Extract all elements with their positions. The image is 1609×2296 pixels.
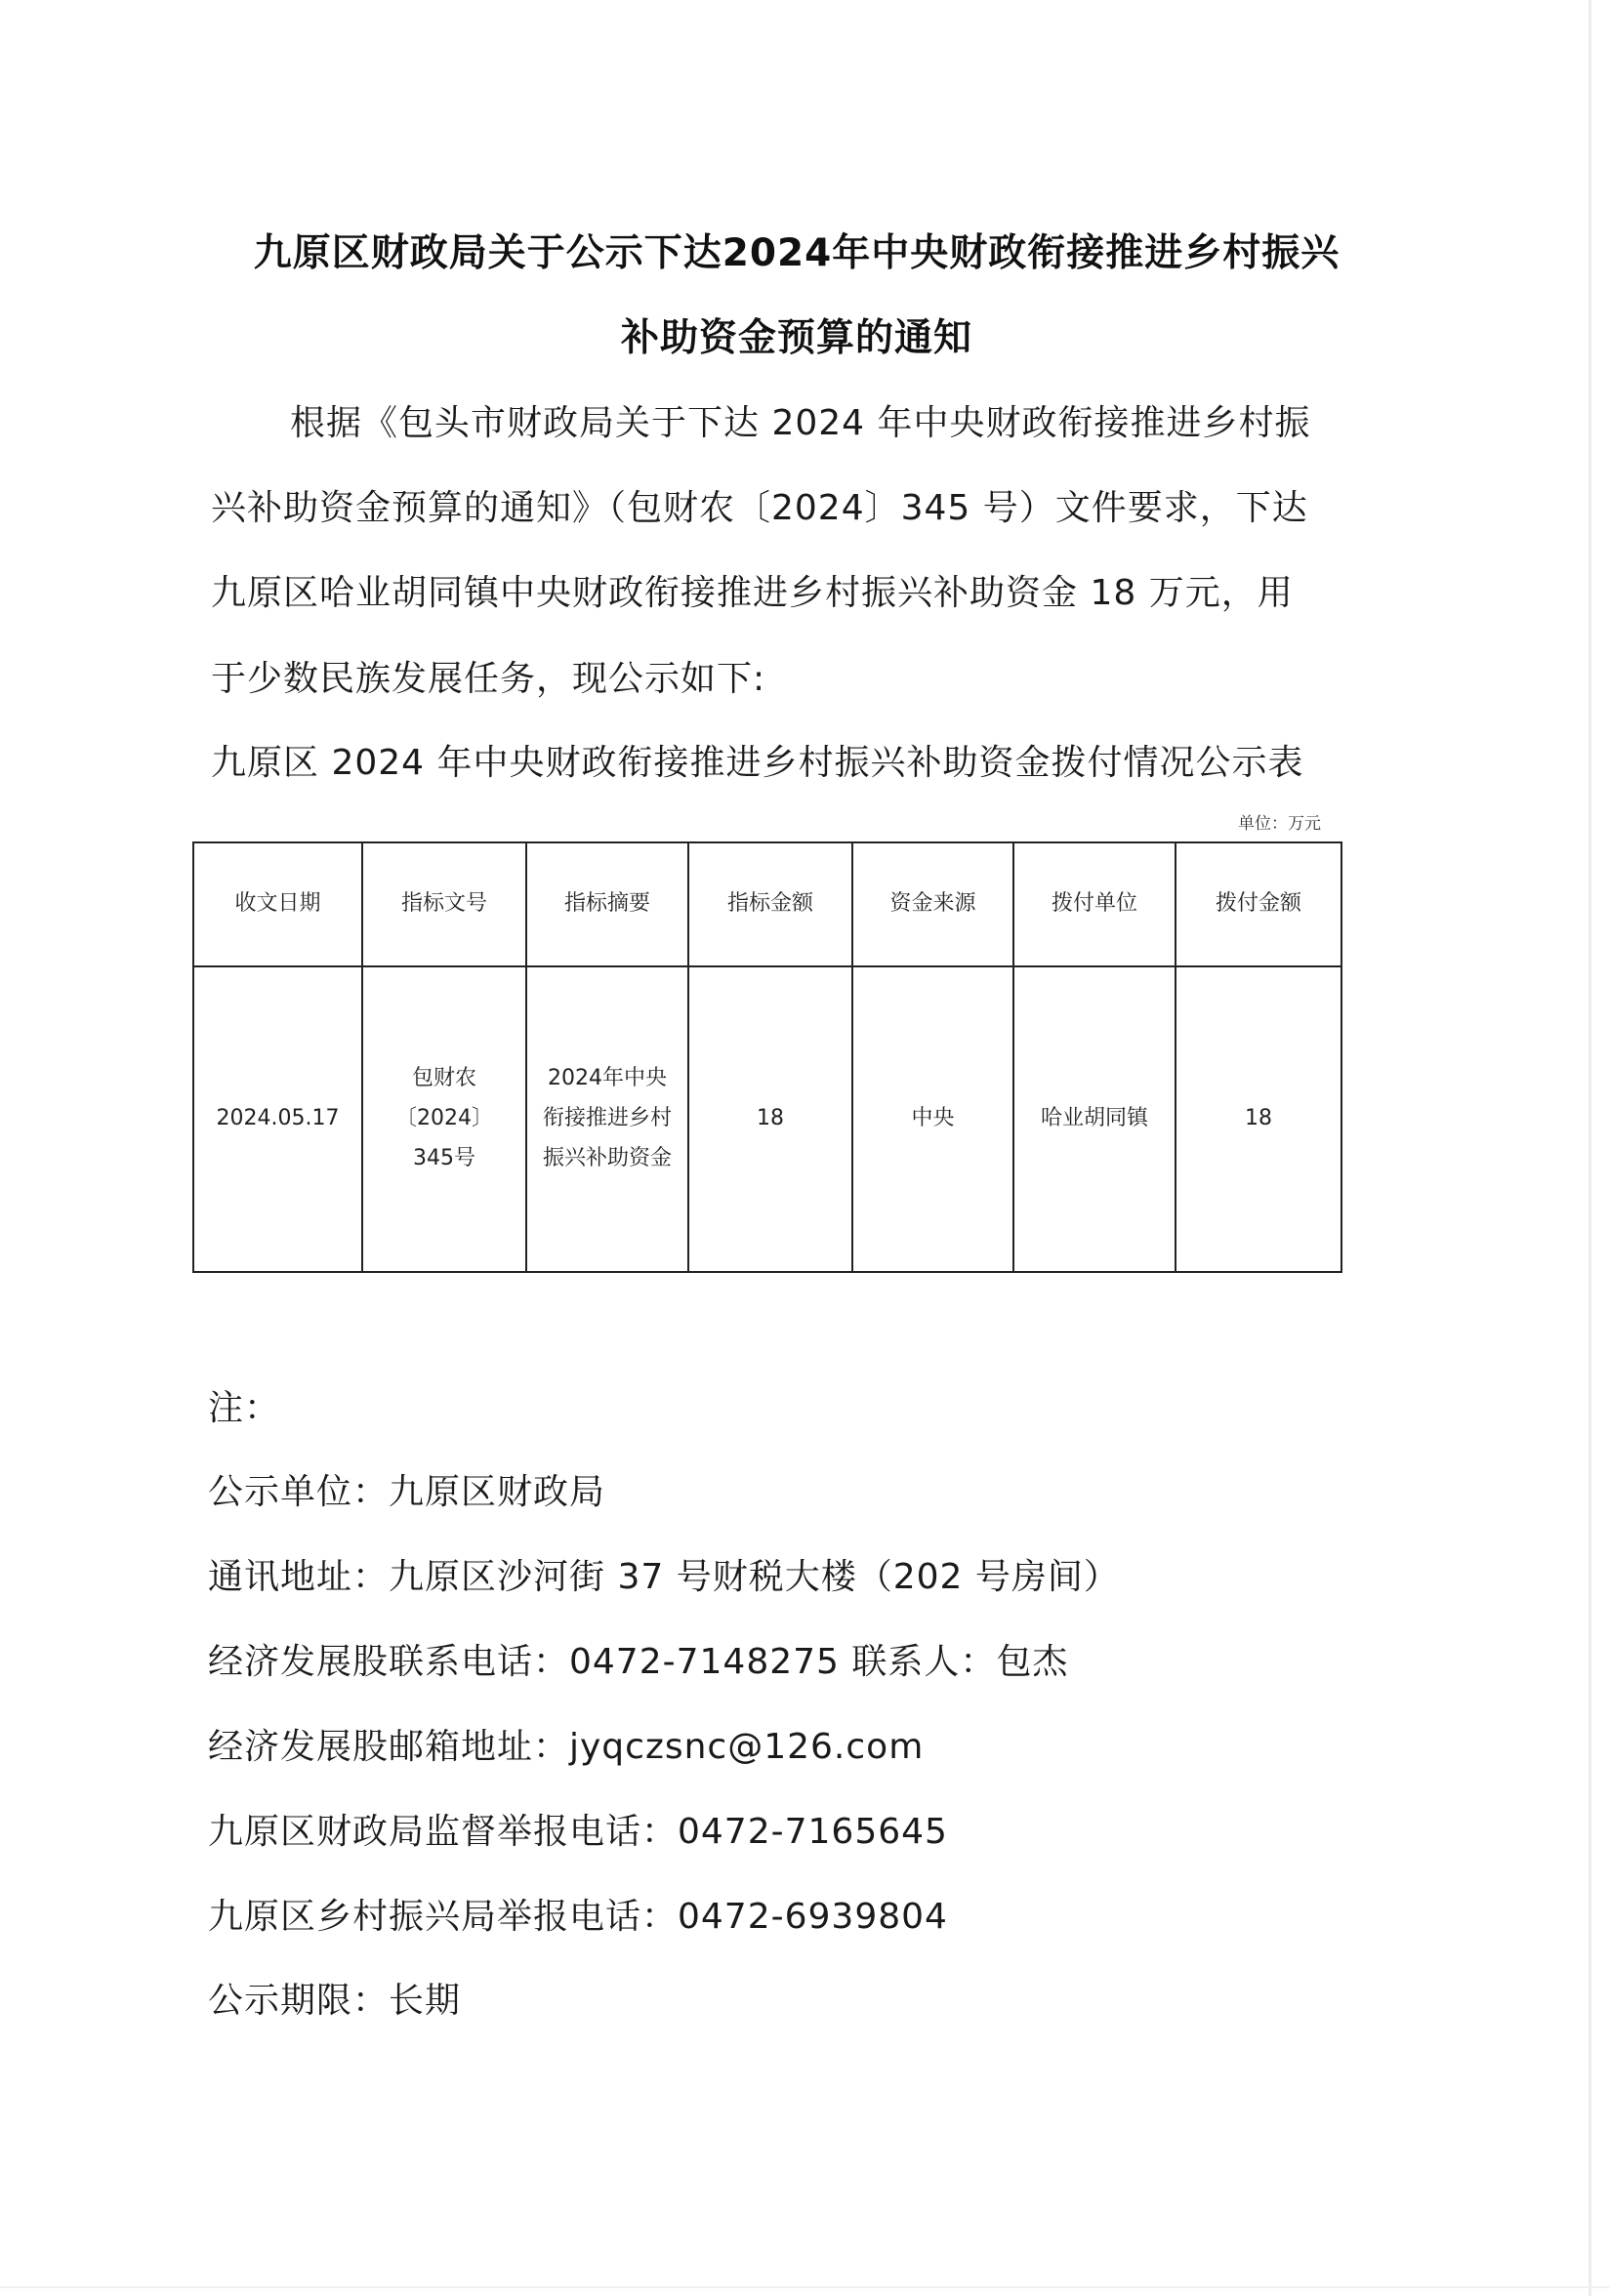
header-amount: 指标金额: [688, 842, 852, 966]
notes-heading: 注：: [208, 1388, 281, 1428]
header-receive-date: 收文日期: [193, 842, 362, 966]
cell-doc-number: [362, 966, 526, 1272]
header-paying-unit: 拨付单位: [1013, 842, 1176, 966]
cell-receive-date: 2024.05.17: [193, 966, 362, 1272]
document-title-line-1: 九原区财政局关于公示下达2024年中央财政衔接推进乡村振兴: [253, 231, 1341, 275]
note-phone-contact: 经济发展股联系电话：0472-7148275 联系人：包杰: [208, 1642, 1069, 1682]
note-report-finance: 九原区财政局监督举报电话：0472-7165645: [208, 1812, 948, 1852]
body-paragraph-line-4: 于少数民族发展任务，现公示如下:: [211, 659, 766, 699]
scan-edge-bottom: [0, 2286, 1609, 2288]
table-row: [193, 966, 1341, 1272]
note-publisher: 公示单位：九原区财政局: [208, 1472, 606, 1512]
disbursement-table: [192, 841, 1342, 1273]
cell-fund-source: 中央: [852, 966, 1013, 1272]
cell-paying-unit: 哈业胡同镇: [1013, 966, 1176, 1272]
body-paragraph-line-1: 根据《包头市财政局关于下达 2024 年中央财政衔接推进乡村振: [290, 403, 1311, 443]
body-paragraph-line-3: 九原区哈业胡同镇中央财政衔接推进乡村振兴补助资金 18 万元，用: [211, 573, 1294, 613]
cell-amount: 18: [688, 966, 852, 1272]
note-address: 通讯地址：九原区沙河街 37 号财税大楼（202 号房间）: [208, 1557, 1120, 1597]
table-title: 九原区 2024 年中央财政衔接推进乡村振兴补助资金拨付情况公示表: [211, 743, 1304, 783]
table-header-row: [193, 842, 1341, 966]
cell-summary: [526, 966, 688, 1272]
header-summary: 指标摘要: [526, 842, 688, 966]
body-paragraph-line-2: 兴补助资金预算的通知》（包财农〔2024〕345 号）文件要求，下达: [211, 488, 1308, 528]
note-report-rural: 九原区乡村振兴局举报电话：0472-6939804: [208, 1897, 948, 1937]
note-email: 经济发展股邮箱地址：jyqczsnc@126.com: [208, 1727, 925, 1767]
doc-number-text: 包财农〔2024〕345号: [395, 1066, 493, 1170]
document-title-line-2: 补助资金预算的通知: [620, 316, 972, 360]
summary-text: 2024年中央衔接推进乡村振兴补助资金: [542, 1066, 672, 1170]
header-doc-number: 指标文号: [362, 842, 526, 966]
header-fund-source: 资金来源: [852, 842, 1013, 966]
note-period: 公示期限：长期: [208, 1981, 462, 2021]
unit-label: 单位：万元: [1238, 814, 1321, 834]
header-paid-amount: 拨付金额: [1176, 842, 1341, 966]
cell-paid-amount: 18: [1176, 966, 1341, 1272]
